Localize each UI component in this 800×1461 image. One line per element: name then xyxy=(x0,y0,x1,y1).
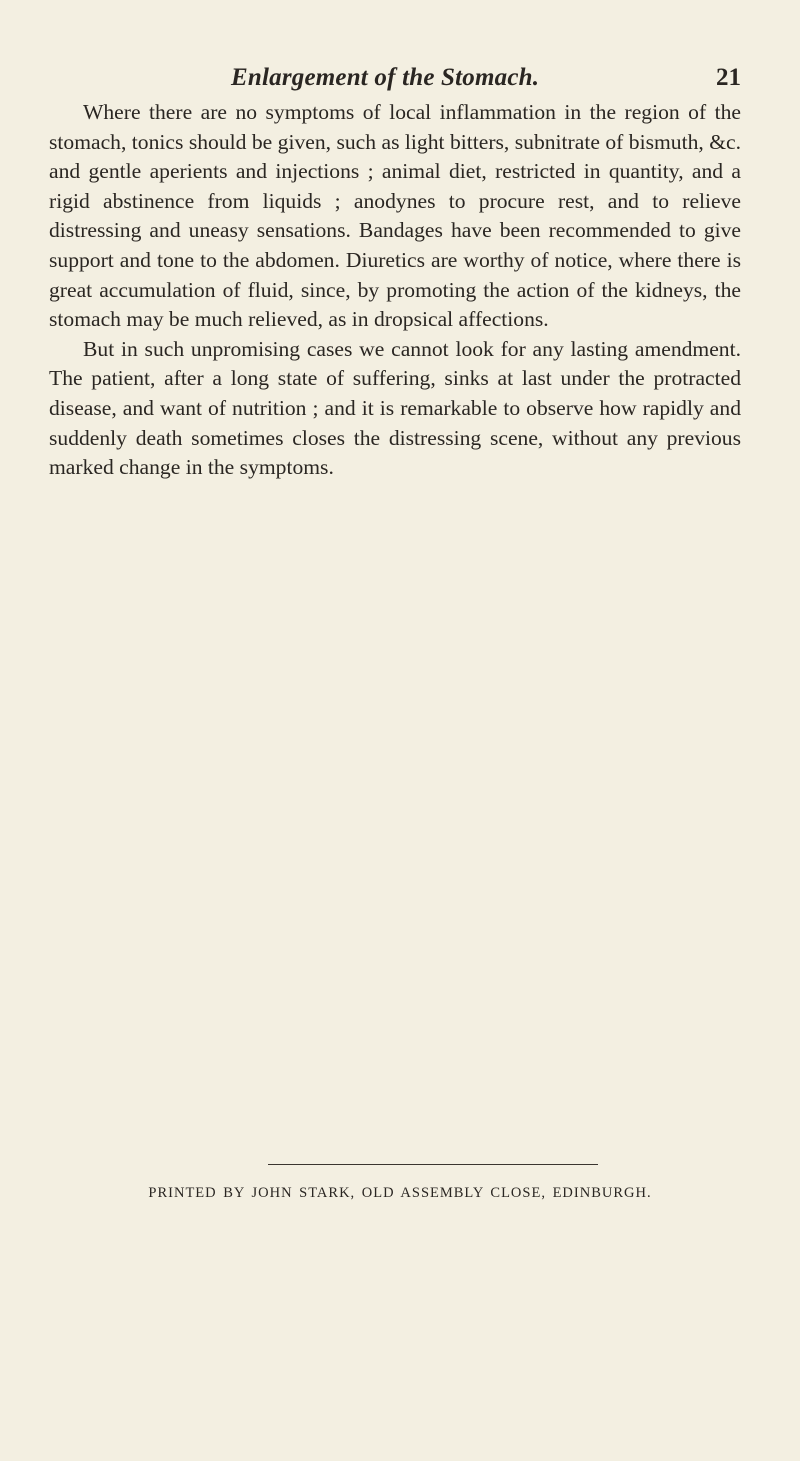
printer-imprint: PRINTED BY JOHN STARK, OLD ASSEMBLY CLOSE, EDINBURGH. xyxy=(148,1185,652,1201)
footer-rule xyxy=(268,1164,598,1165)
body-text xyxy=(49,98,741,483)
paragraph-1: Where there are no symptoms of local inflammation in the region of the stomach, tonics should be given, such as light bitters, subnitrate of bismuth, &c. and gentle aperients and injections ; animal diet, restricted in quantity, and a rigid abstinence from liquids ; anodynes to procure rest, and to relieve distressing and uneasy sensations. Bandages have been recommended to give support and tone to the abdomen. Diuretics are worthy of notice, where there is great accumulation of fluid, since, by promoting the action of the kidneys, the stomach may be much relieved, as in dropsical affections. xyxy=(49,100,741,332)
page-number: 21 xyxy=(716,64,741,91)
running-head xyxy=(231,64,741,94)
paragraph-2: But in such unpromising cases we cannot look for any lasting amendment. The patient, after a long state of suffering, sinks at last under the protracted disease, and want of nutrition ; and it is remarkable to observe how rapidly and suddenly death sometimes closes the distressing scene, without any previous marked change in the symptoms. xyxy=(49,336,741,480)
running-title: Enlargement of the Stomach. xyxy=(231,64,540,91)
